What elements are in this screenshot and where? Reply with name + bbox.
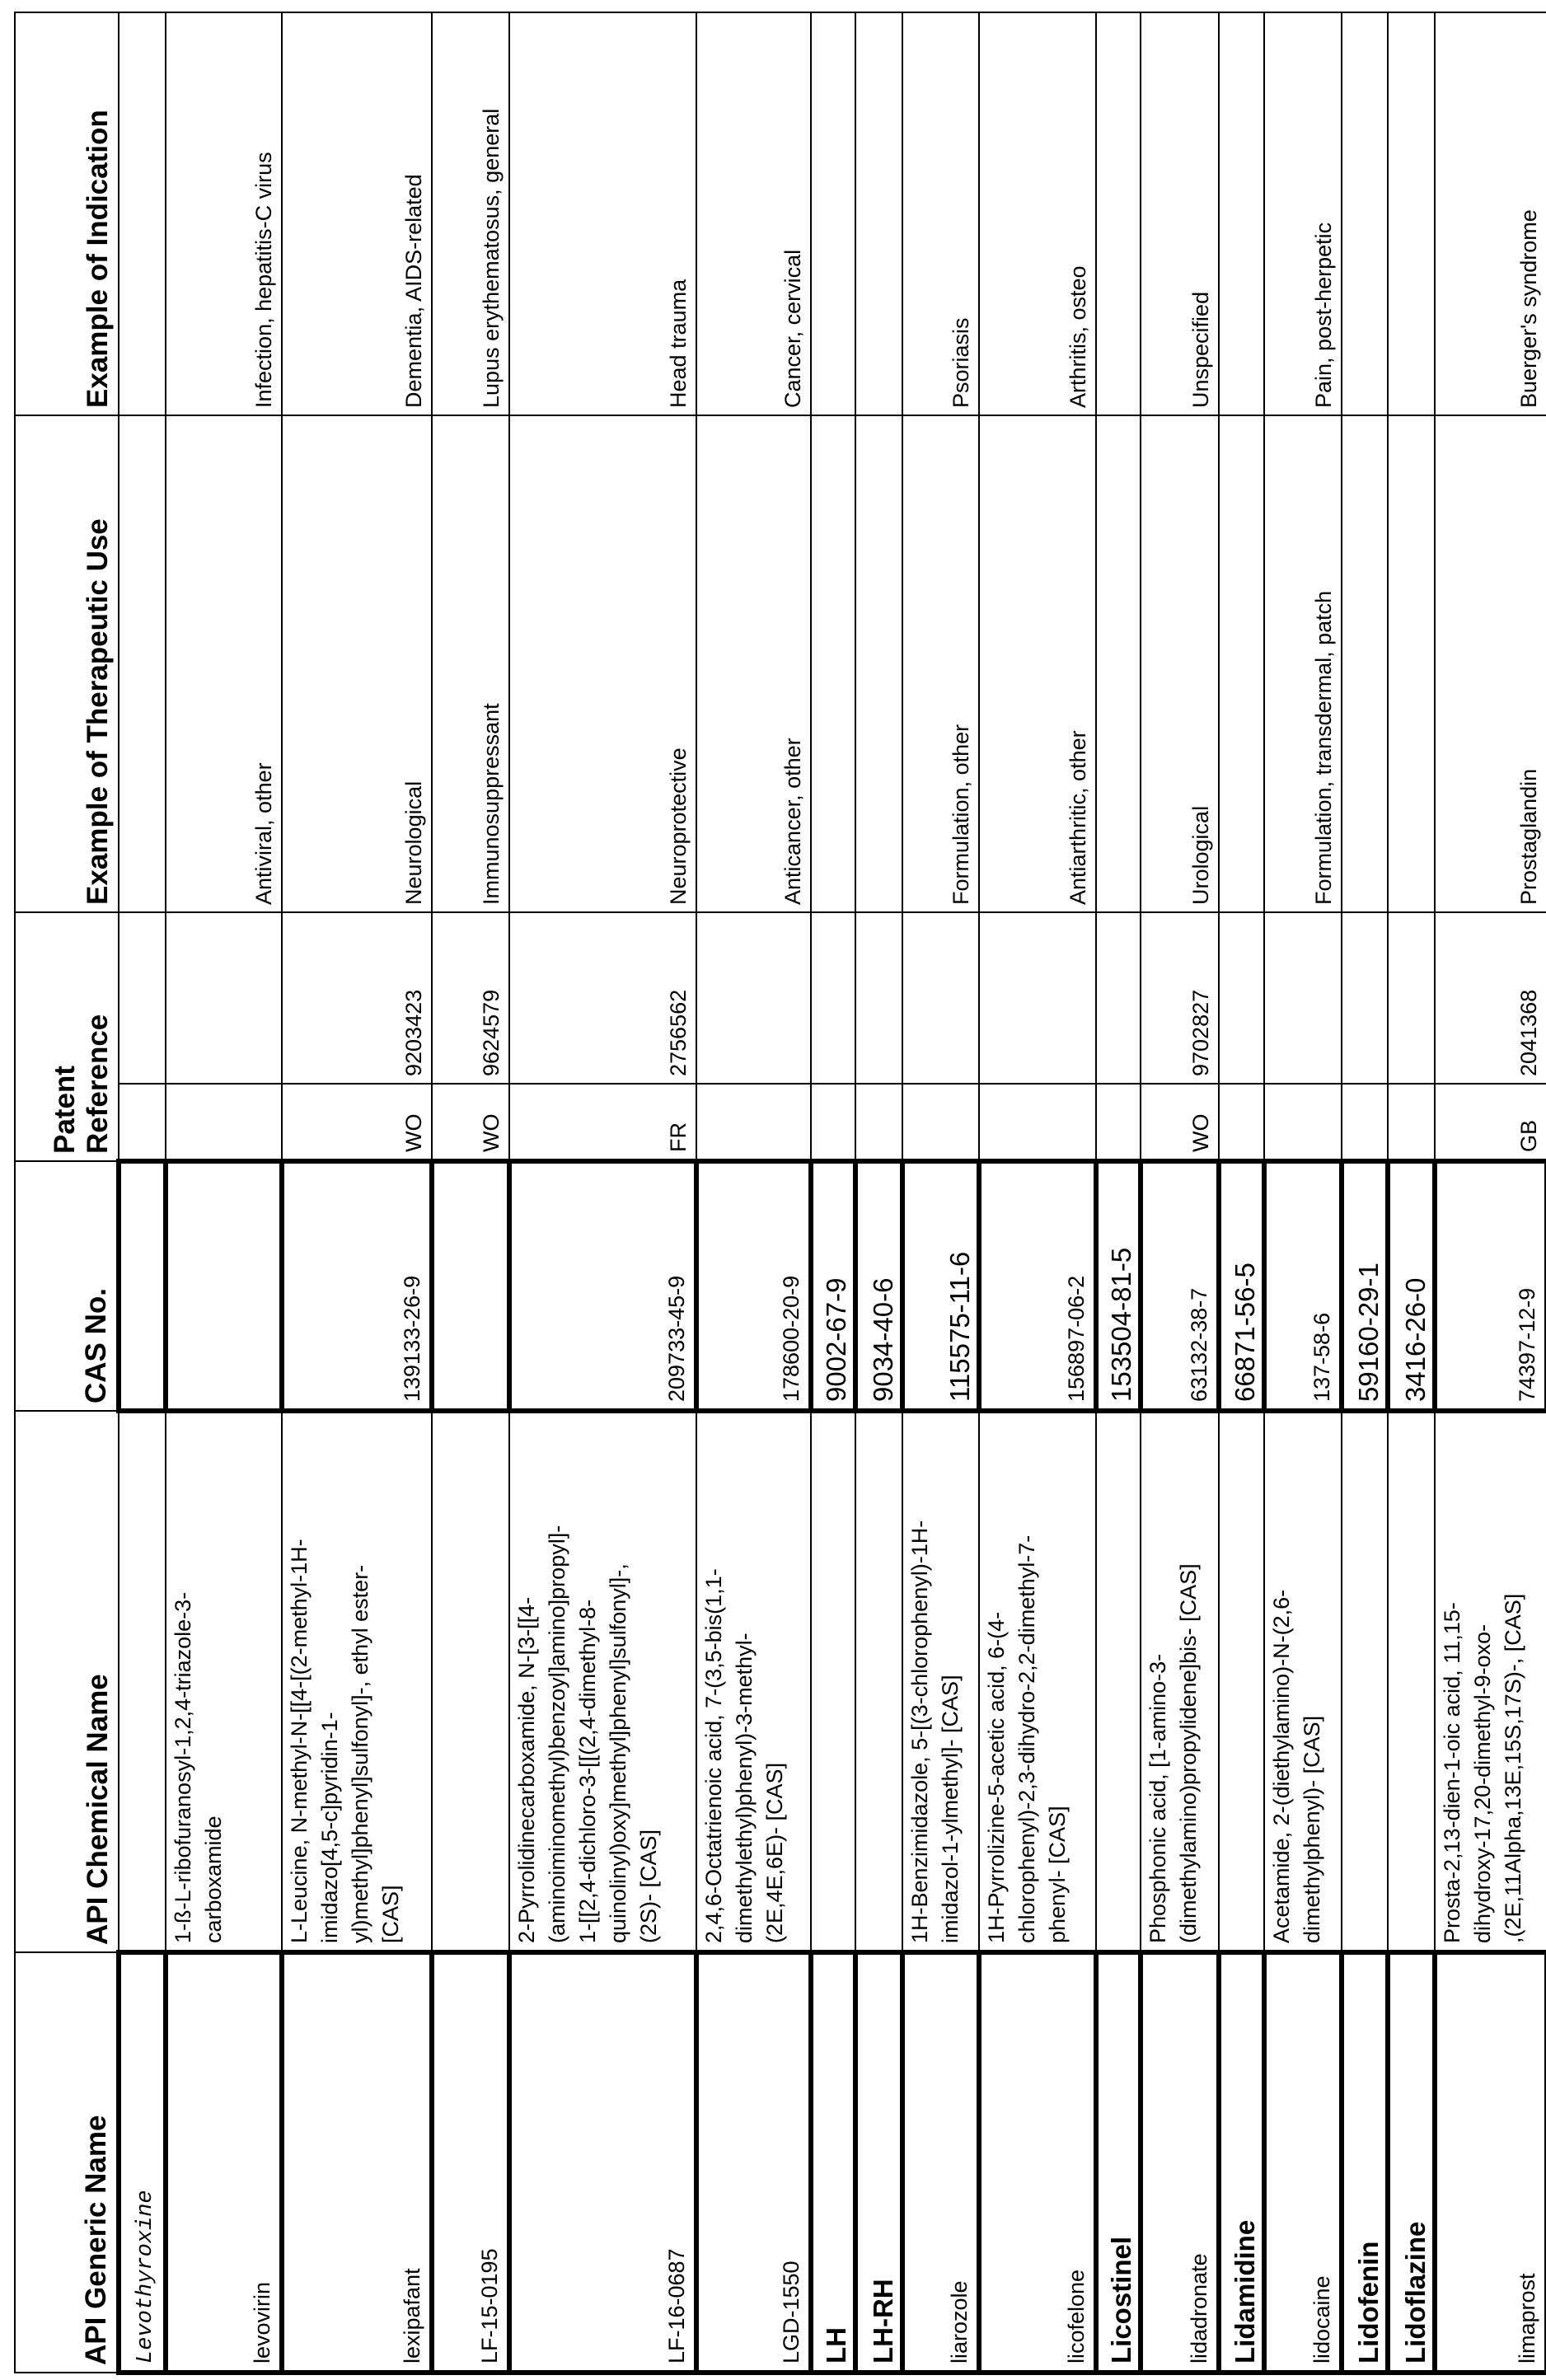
generic-name-cell: LF-15-0195 xyxy=(432,1952,509,2373)
patent-number-cell: 2041368 xyxy=(1435,912,1546,1084)
cas-number-cell: 209733-45-9 xyxy=(509,1161,696,1411)
indication-cell xyxy=(1219,12,1264,415)
therapeutic-use-cell: Antiviral, other xyxy=(166,415,282,912)
chemical-name-cell: 1H-Pyrrolizine-5-acetic acid, 6-(4- chlorophenyl)-2,3-dihydro-2,2-dimethyl-7- phenyl- [CAS] xyxy=(979,1411,1096,1952)
patent-country-cell xyxy=(119,1084,166,1161)
patent-country-cell: WO xyxy=(1141,1084,1219,1161)
indication-cell: Infection, hepatitis-C virus xyxy=(166,12,282,415)
chemical-name-cell xyxy=(119,1411,166,1952)
header-row xyxy=(15,12,119,2373)
rotated-page xyxy=(0,0,1546,2380)
indication-cell xyxy=(119,12,166,415)
cas-number-cell: 153504-81-5 xyxy=(1096,1161,1141,1411)
table-row xyxy=(979,12,1096,2373)
generic-name-cell: levovirin xyxy=(166,1952,282,2373)
chemical-name-cell xyxy=(1219,1411,1264,1952)
therapeutic-use-cell: Formulation, other xyxy=(902,415,979,912)
header-cas-no: CAS No. xyxy=(15,1161,119,1411)
table-row xyxy=(509,12,696,2373)
patent-country-cell xyxy=(1219,1084,1264,1161)
therapeutic-use-cell: Anticancer, other xyxy=(696,415,811,912)
patent-country-cell: WO xyxy=(432,1084,509,1161)
header-therapeutic-use: Example of Therapeutic Use xyxy=(15,415,119,912)
generic-name-cell: Lidoflazine xyxy=(1388,1952,1435,2373)
cas-number-cell xyxy=(432,1161,509,1411)
chemical-name-cell xyxy=(1342,1411,1388,1952)
patent-country-cell xyxy=(1342,1084,1388,1161)
chemical-name-cell: Acetamide, 2-(diethylamino)-N-(2,6- dimethylphenyl)- [CAS] xyxy=(1264,1411,1342,1952)
table-row xyxy=(1435,12,1546,2373)
cas-number-cell xyxy=(119,1161,166,1411)
cas-number-cell: 9002-67-9 xyxy=(811,1161,855,1411)
table-row xyxy=(1141,12,1219,2373)
patent-number-cell: 9624579 xyxy=(432,912,509,1084)
chemical-name-cell xyxy=(1096,1411,1141,1952)
cas-number-cell: 3416-26-0 xyxy=(1388,1161,1435,1411)
patent-number-cell xyxy=(1264,912,1342,1084)
generic-name-cell: Lidofenin xyxy=(1342,1952,1388,2373)
header-generic-name: API Generic Name xyxy=(15,1952,119,2373)
generic-name-cell: liarozole xyxy=(902,1952,979,2373)
patent-country-cell xyxy=(811,1084,855,1161)
patent-number-cell xyxy=(1219,912,1264,1084)
therapeutic-use-cell xyxy=(119,415,166,912)
chemical-name-cell xyxy=(432,1411,509,1952)
table-row xyxy=(811,12,855,2373)
generic-name-cell: LH xyxy=(811,1952,855,2373)
generic-name-cell: Lidamidine xyxy=(1219,1952,1264,2373)
indication-cell: Buerger's syndrome xyxy=(1435,12,1546,415)
generic-name-cell: limaprost xyxy=(1435,1952,1546,2373)
table-row xyxy=(432,12,509,2373)
chemical-name-cell: L-Leucine, N-methyl-N-[[4-[(2-methyl-1H- imidazo[4,5-c]pyridin-1- yl)methyl]phenyl]sulfonyl]-, ethyl ester- [CAS] xyxy=(282,1411,432,1952)
patent-number-cell xyxy=(1096,912,1141,1084)
patent-number-cell: 2756562 xyxy=(509,912,696,1084)
indication-cell xyxy=(1096,12,1141,415)
patent-number-cell xyxy=(1342,912,1388,1084)
generic-name-cell: LF-16-0687 xyxy=(509,1952,696,2373)
therapeutic-use-cell xyxy=(1096,415,1141,912)
cas-number-cell xyxy=(166,1161,282,1411)
patent-number-cell xyxy=(119,912,166,1084)
indication-cell: Pain, post-herpetic xyxy=(1264,12,1342,415)
generic-name-cell: lidadronate xyxy=(1141,1952,1219,2373)
patent-country-cell: FR xyxy=(509,1084,696,1161)
patent-country-cell xyxy=(1264,1084,1342,1161)
cas-number-cell: 115575-11-6 xyxy=(902,1161,979,1411)
indication-cell: Cancer, cervical xyxy=(696,12,811,415)
table-body xyxy=(119,12,1546,2373)
patent-country-cell: WO xyxy=(282,1084,432,1161)
cas-number-cell: 137-58-6 xyxy=(1264,1161,1342,1411)
cas-number-cell: 66871-56-5 xyxy=(1219,1161,1264,1411)
generic-name-cell: LGD-1550 xyxy=(696,1952,811,2373)
indication-cell xyxy=(1388,12,1435,415)
therapeutic-use-cell xyxy=(1219,415,1264,912)
generic-name-cell: Levothyroxine xyxy=(119,1952,166,2373)
therapeutic-use-cell xyxy=(811,415,855,912)
therapeutic-use-cell: Formulation, transdermal, patch xyxy=(1264,415,1342,912)
cas-number-cell: 59160-29-1 xyxy=(1342,1161,1388,1411)
patent-country-cell xyxy=(979,1084,1096,1161)
therapeutic-use-cell: Urological xyxy=(1141,415,1219,912)
therapeutic-use-cell xyxy=(1388,415,1435,912)
indication-cell: Unspecified xyxy=(1141,12,1219,415)
patent-country-cell xyxy=(1096,1084,1141,1161)
therapeutic-use-cell: Immunosuppressant xyxy=(432,415,509,912)
table-row xyxy=(1096,12,1141,2373)
chemical-name-cell: 2,4,6-Octatrienoic acid, 7-(3,5-bis(1,1- dimethylethyl)phenyl)-3-methyl- (2E,4E,6E)- [CAS] xyxy=(696,1411,811,1952)
therapeutic-use-cell: Prostaglandin xyxy=(1435,415,1546,912)
generic-name-cell: Licostinel xyxy=(1096,1952,1141,2373)
therapeutic-use-cell: Antiarthritic, other xyxy=(979,415,1096,912)
indication-cell xyxy=(811,12,855,415)
table-row xyxy=(696,12,811,2373)
table-row xyxy=(282,12,432,2373)
indication-cell: Arthritis, osteo xyxy=(979,12,1096,415)
generic-name-cell: lidocaine xyxy=(1264,1952,1342,2373)
indication-cell: Head trauma xyxy=(509,12,696,415)
table-row xyxy=(855,12,902,2373)
patent-country-cell xyxy=(1388,1084,1435,1161)
chemical-name-cell: 2-Pyrrolidinecarboxamide, N-[3-[[4- (aminoiminomethyl)benzoyl]amino]propyl]- 1-[[2,4-dichloro-3-[[(2,4-dimethyl-8- quinolinyl)oxy]methyl]phenyl]sulfonyl]-, (2S)- [CAS] xyxy=(509,1411,696,1952)
table-row xyxy=(902,12,979,2373)
patent-number-cell xyxy=(1388,912,1435,1084)
indication-cell: Dementia, AIDS-related xyxy=(282,12,432,415)
table-row xyxy=(166,12,282,2373)
cas-number-cell: 9034-40-6 xyxy=(855,1161,902,1411)
patent-country-cell xyxy=(166,1084,282,1161)
therapeutic-use-cell xyxy=(1342,415,1388,912)
chemical-name-cell: 1-ß-L-ribofuranosyl-1,2,4-triazole-3- carboxamide xyxy=(166,1411,282,1952)
indication-cell: Lupus erythematosus, general xyxy=(432,12,509,415)
patent-number-cell xyxy=(166,912,282,1084)
patent-number-cell xyxy=(811,912,855,1084)
cas-number-cell: 139133-26-9 xyxy=(282,1161,432,1411)
header-patent-reference: Patent Reference xyxy=(15,912,119,1161)
table-row xyxy=(1342,12,1388,2373)
therapeutic-use-cell xyxy=(855,415,902,912)
therapeutic-use-cell: Neurological xyxy=(282,415,432,912)
header-indication: Example of Indication xyxy=(15,12,119,415)
header-chemical-name: API Chemical Name xyxy=(15,1411,119,1952)
patent-country-cell xyxy=(855,1084,902,1161)
chemical-name-cell xyxy=(811,1411,855,1952)
patent-country-cell xyxy=(696,1084,811,1161)
generic-name-cell: LH-RH xyxy=(855,1952,902,2373)
indication-cell: Psoriasis xyxy=(902,12,979,415)
patent-country-cell xyxy=(902,1084,979,1161)
therapeutic-use-cell: Neuroprotective xyxy=(509,415,696,912)
patent-number-cell: 9203423 xyxy=(282,912,432,1084)
cas-number-cell: 178600-20-9 xyxy=(696,1161,811,1411)
chemical-name-cell: Prosta-2,13-dien-1-oic acid, 11,15- dihydroxy-17,20-dimethyl-9-oxo- ,(2E,11Alpha,13E,15S,17S)-, [CAS] xyxy=(1435,1411,1546,1952)
table-row xyxy=(119,12,166,2373)
chemical-name-cell xyxy=(855,1411,902,1952)
patent-number-cell xyxy=(902,912,979,1084)
patent-country-cell: GB xyxy=(1435,1084,1546,1161)
patent-number-cell: 9702827 xyxy=(1141,912,1219,1084)
generic-name-cell: lexipafant xyxy=(282,1952,432,2373)
cas-number-cell: 156897-06-2 xyxy=(979,1161,1096,1411)
chemical-name-cell: 1H-Benzimidazole, 5-[(3-chlorophenyl)-1H- imidazol-1-ylmethyl]- [CAS] xyxy=(902,1411,979,1952)
api-table xyxy=(14,12,1546,2375)
cas-number-cell: 63132-38-7 xyxy=(1141,1161,1219,1411)
patent-number-cell xyxy=(696,912,811,1084)
table-row xyxy=(1264,12,1342,2373)
patent-number-cell xyxy=(979,912,1096,1084)
table-row xyxy=(1219,12,1264,2373)
indication-cell xyxy=(855,12,902,415)
generic-name-cell: licofelone xyxy=(979,1952,1096,2373)
cas-number-cell: 74397-12-9 xyxy=(1435,1161,1546,1411)
chemical-name-cell: Phosphonic acid, [1-amino-3- (dimethylamino)propylidene]bis- [CAS] xyxy=(1141,1411,1219,1952)
indication-cell xyxy=(1342,12,1388,415)
chemical-name-cell xyxy=(1388,1411,1435,1952)
patent-number-cell xyxy=(855,912,902,1084)
table-row xyxy=(1388,12,1435,2373)
